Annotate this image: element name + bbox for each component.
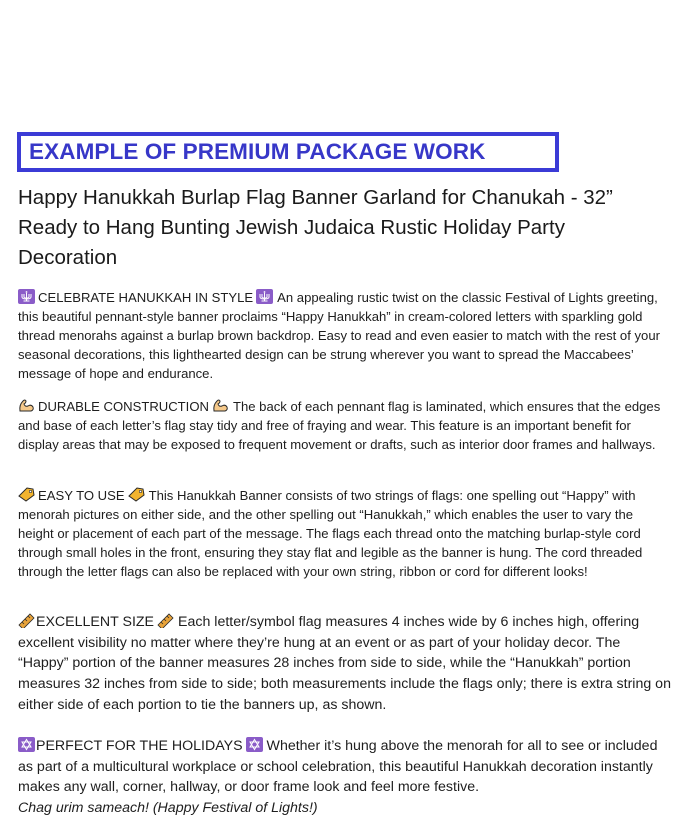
flexed-biceps-icon [18,398,35,413]
star-of-david-icon [18,737,35,752]
menorah-icon [18,289,35,304]
closing-greeting: Chag urim sameach! (Happy Festival of Lights!) [18,800,318,817]
section-celebrate [18,288,672,383]
star-of-david-icon [246,737,263,752]
label-tag-icon [18,487,35,502]
product-title: Happy Hanukkah Burlap Flag Banner Garland for Chanukah - 32” Ready to Hang Bunting Jewish Judaica Rustic Holiday Party Decoration [18,186,613,269]
section-body: Each letter/symbol flag measures 4 inches wide by 6 inches high, offering excellent visibility no matter where they’re hung at an event or as part of your holiday decor. The “Happy” portion of the banner measures 28 inches from side to side, while the “Hanukkah” portion measures 32 inches from side to side; both measurements include the flags only; there is extra string on either side of each portion to tie the banners up, as shown. [18,614,671,713]
section-heading: DURABLE CONSTRUCTION [38,399,209,414]
section-heading: EXCELLENT SIZE [36,614,155,630]
section-body: The back of each pennant flag is laminated, which ensures that the edges and base of each letter’s flag stay tidy and free of fraying and wear. This feature is an important benefit for display areas that may be exposed to frequent movement or drafts, such as interior door frames and hallways. [18,399,661,452]
ruler-icon [18,613,35,628]
section-body: An appealing rustic twist on the classic Festival of Lights greeting, this beautiful pennant-style banner proclaims “Happy Hanukkah” in cream-colored letters with sparkling gold thread menorahs against a burlap brown backdrop. Easy to read and even easier to match with the rest of your seasonal decorations, this lighthearted design can be strung wherever you want to spread the Maccabees’ message of hope and endurance. [18,290,660,381]
section-heading: CELEBRATE HANUKKAH IN STYLE [38,290,254,305]
section-body: This Hanukkah Banner consists of two strings of flags: one spelling out “Happy” with menorah pictures on either side, and the other spelling out “Hanukkah,” which enables the user to vary the height or placement of each part of the message. The flags each thread onto the matching burlap-style cord through small holes in the front, ensuring they stay flat and legible as the banner is hung. The cord threaded through the letter flags can also be replaced with your own string, ribbon or cord for different looks! [18,488,643,579]
section-heading: PERFECT FOR THE HOLIDAYS [36,738,243,754]
label-tag-icon [128,487,145,502]
section-body: Whether it’s hung above the menorah for all to see or included as part of a multicultural workplace or school celebration, this beautiful Hanukkah decoration instantly makes any wall, corner, hallway, or door frame look and feel more festive. [18,738,658,796]
section-easy [18,486,672,581]
premium-package-banner [17,132,559,172]
section-holidays [18,736,672,819]
ruler-icon [157,613,174,628]
menorah-icon [256,289,273,304]
section-size [18,612,672,716]
section-durable [18,397,672,454]
banner-text: EXAMPLE OF PREMIUM PACKAGE WORK [29,139,486,164]
flexed-biceps-icon [212,398,229,413]
section-heading: EASY TO USE [38,488,125,503]
